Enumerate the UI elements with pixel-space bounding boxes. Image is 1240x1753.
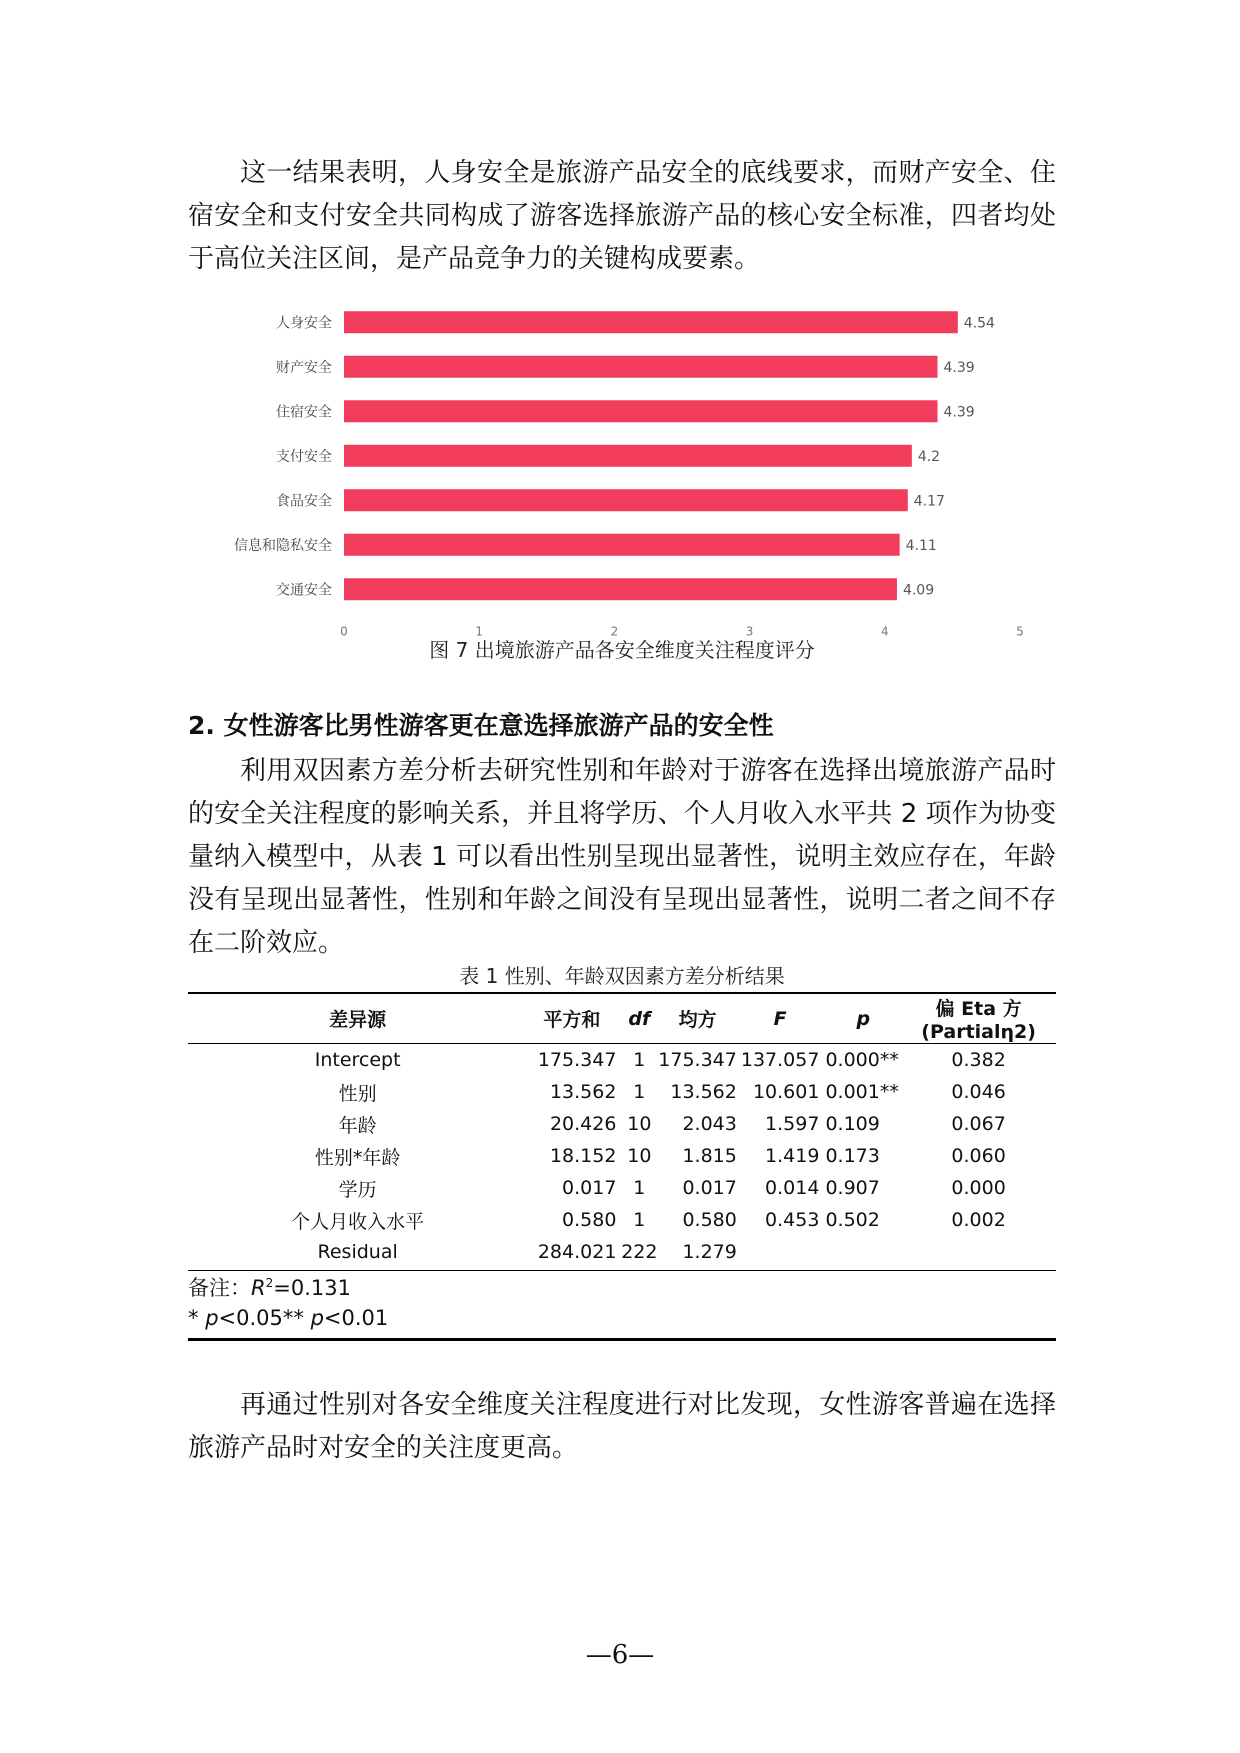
- cell-ss: 175.347: [537, 1049, 617, 1071]
- table-row: [188, 1204, 1056, 1236]
- cell-eta: 0.000: [951, 1177, 1006, 1199]
- cell-eta: 0.046: [951, 1081, 1006, 1103]
- cell-f: 0.453: [765, 1209, 820, 1231]
- header-partial-eta: 偏 Eta 方(Partialη2): [901, 993, 1056, 1044]
- cell-source: 性别: [338, 1082, 377, 1105]
- bar: [344, 578, 897, 600]
- cell-f: 10.601: [752, 1081, 820, 1103]
- bar: [344, 445, 912, 467]
- cell-source: Residual: [188, 1236, 527, 1271]
- category-label: 人身安全: [276, 315, 332, 332]
- cell-df: 10: [627, 1113, 652, 1135]
- table-note-r-squared: [188, 1268, 351, 1303]
- cell-p: 0.109: [825, 1113, 880, 1135]
- bar: [344, 311, 958, 333]
- body-paragraph-2: 利用双因素方差分析去研究性别和年龄对于游客在选择出境旅游产品时的安全关注程度的影响关系，并且将学历、个人月收入水平共 2 项作为协变量纳入模型中，从表 1 可以看出性别呈现出显著性，说明主效应存在，年龄没有呈现出显著性，性别和年龄之间没有呈现出显著性，说明二者之间不存在二阶效应。: [188, 756, 1056, 958]
- cell-df: 10: [627, 1145, 652, 1167]
- table-row: [188, 1236, 1056, 1271]
- cell-ss: 284.021: [527, 1236, 620, 1271]
- x-tick-label: 4: [880, 624, 889, 639]
- table-caption: 表 1 性别、年龄双因素方差分析结果: [459, 964, 785, 988]
- category-label: 交通安全: [276, 582, 332, 599]
- cell-source: 个人月收入水平: [291, 1210, 425, 1233]
- table-row: [188, 1140, 1056, 1172]
- cell-f: [741, 1236, 824, 1271]
- category-label: 支付安全: [276, 448, 332, 465]
- table-bottom-rule: [188, 1338, 1056, 1341]
- cell-df: 1: [633, 1209, 646, 1231]
- cell-df: 1: [633, 1081, 646, 1103]
- note-p1: p: [205, 1306, 219, 1330]
- cell-df: 222: [620, 1236, 658, 1271]
- note-r-value: =0.131: [273, 1276, 351, 1300]
- cell-ms: 0.580: [682, 1209, 737, 1231]
- value-label: 4.17: [913, 493, 945, 510]
- category-label: 财产安全: [276, 359, 332, 376]
- cell-source: Intercept: [314, 1049, 401, 1071]
- category-label: 信息和隐私安全: [234, 537, 332, 554]
- cell-ms: 13.562: [670, 1081, 737, 1103]
- value-label: 4.54: [963, 315, 995, 332]
- cell-ss: 0.580: [562, 1209, 617, 1231]
- body-paragraph-3: 再通过性别对各安全维度关注程度进行对比发现，女性游客普遍在选择旅游产品时对安全的关注度更高。: [188, 1390, 1056, 1463]
- header-mean-square: 均方: [658, 993, 741, 1044]
- cell-ms: 2.043: [682, 1113, 737, 1135]
- header-source: 差异源: [188, 993, 527, 1044]
- note-r: R: [251, 1276, 266, 1300]
- cell-f: 1.419: [765, 1145, 820, 1167]
- cell-df: 1: [633, 1177, 646, 1199]
- cell-ms: 1.279: [658, 1236, 741, 1271]
- figure-caption: 图 7 出境旅游产品各安全维度关注程度评分: [429, 638, 815, 662]
- cell-ss: 13.562: [549, 1081, 617, 1103]
- header-p: p: [823, 993, 901, 1044]
- bar: [344, 534, 900, 556]
- cell-p: 0.907: [825, 1177, 880, 1199]
- table-row: [188, 1172, 1056, 1204]
- note-r-sup: 2: [265, 1276, 274, 1290]
- x-tick-label: 5: [1016, 624, 1024, 639]
- cell-ms: 1.815: [682, 1145, 737, 1167]
- x-tick-label: 0: [340, 624, 348, 639]
- cell-ss: 0.017: [562, 1177, 617, 1199]
- cell-p: 0.001**: [825, 1081, 899, 1103]
- bar-chart-svg: [188, 290, 1056, 639]
- cell-source: 年龄: [338, 1114, 377, 1137]
- cell-p: 0.173: [825, 1145, 880, 1167]
- bar: [344, 489, 908, 511]
- body-paragraph-1: 这一结果表明，人身安全是旅游产品安全的底线要求，而财产安全、住宿安全和支付安全共同构成了游客选择旅游产品的核心安全标准，四者均处于高位关注区间，是产品竞争力的关键构成要素。: [188, 158, 1056, 274]
- cell-eta: 0.067: [951, 1113, 1006, 1135]
- table-note-significance: [188, 1303, 388, 1333]
- cell-eta: 0.002: [951, 1209, 1006, 1231]
- bar: [344, 356, 938, 378]
- anova-table: [188, 992, 1056, 1271]
- note-t2: <0.01: [323, 1306, 389, 1330]
- note-star: *: [188, 1306, 206, 1330]
- cell-eta: [901, 1236, 1056, 1271]
- bar-chart: [188, 290, 1056, 639]
- page-number: —6—: [585, 1640, 655, 1670]
- table-row: [188, 1076, 1056, 1108]
- note-p2: p: [310, 1306, 324, 1330]
- cell-f: 0.014: [765, 1177, 820, 1199]
- cell-f: 137.057: [740, 1049, 820, 1071]
- section-heading: 2. 女性游客比男性游客更在意选择旅游产品的安全性: [188, 711, 774, 740]
- cell-ms: 0.017: [682, 1177, 737, 1199]
- header-f: F: [741, 993, 824, 1044]
- cell-ss: 20.426: [549, 1113, 617, 1135]
- cell-df: 1: [633, 1049, 646, 1071]
- value-label: 4.2: [917, 448, 941, 465]
- cell-f: 1.597: [765, 1113, 820, 1135]
- value-label: 4.11: [905, 537, 937, 554]
- header-sum-of-squares: 平方和: [527, 993, 620, 1044]
- note-prefix: 备注：: [188, 1276, 251, 1300]
- cell-ms: 175.347: [658, 1049, 737, 1071]
- cell-p: 0.502: [825, 1209, 880, 1231]
- bar: [344, 400, 938, 422]
- note-t1: <0.05**: [218, 1306, 311, 1330]
- header-df: df: [620, 993, 658, 1044]
- category-label: 食品安全: [276, 493, 332, 510]
- x-tick-label: 2: [610, 624, 619, 639]
- table-row: [188, 1044, 1056, 1077]
- value-label: 4.39: [943, 359, 975, 376]
- cell-ss: 18.152: [549, 1145, 617, 1167]
- table-header-row: [188, 993, 1056, 1044]
- cell-source: 学历: [338, 1178, 377, 1201]
- category-label: 住宿安全: [276, 404, 332, 421]
- cell-eta: 0.382: [951, 1049, 1006, 1071]
- table-row: [188, 1108, 1056, 1140]
- cell-p: 0.000**: [825, 1049, 899, 1071]
- x-tick-label: 3: [745, 624, 754, 639]
- x-tick-label: 1: [475, 624, 484, 639]
- value-label: 4.39: [943, 404, 975, 421]
- cell-p: [823, 1236, 901, 1271]
- cell-source: 性别*年龄: [314, 1146, 401, 1169]
- cell-eta: 0.060: [951, 1145, 1006, 1167]
- value-label: 4.09: [902, 582, 935, 599]
